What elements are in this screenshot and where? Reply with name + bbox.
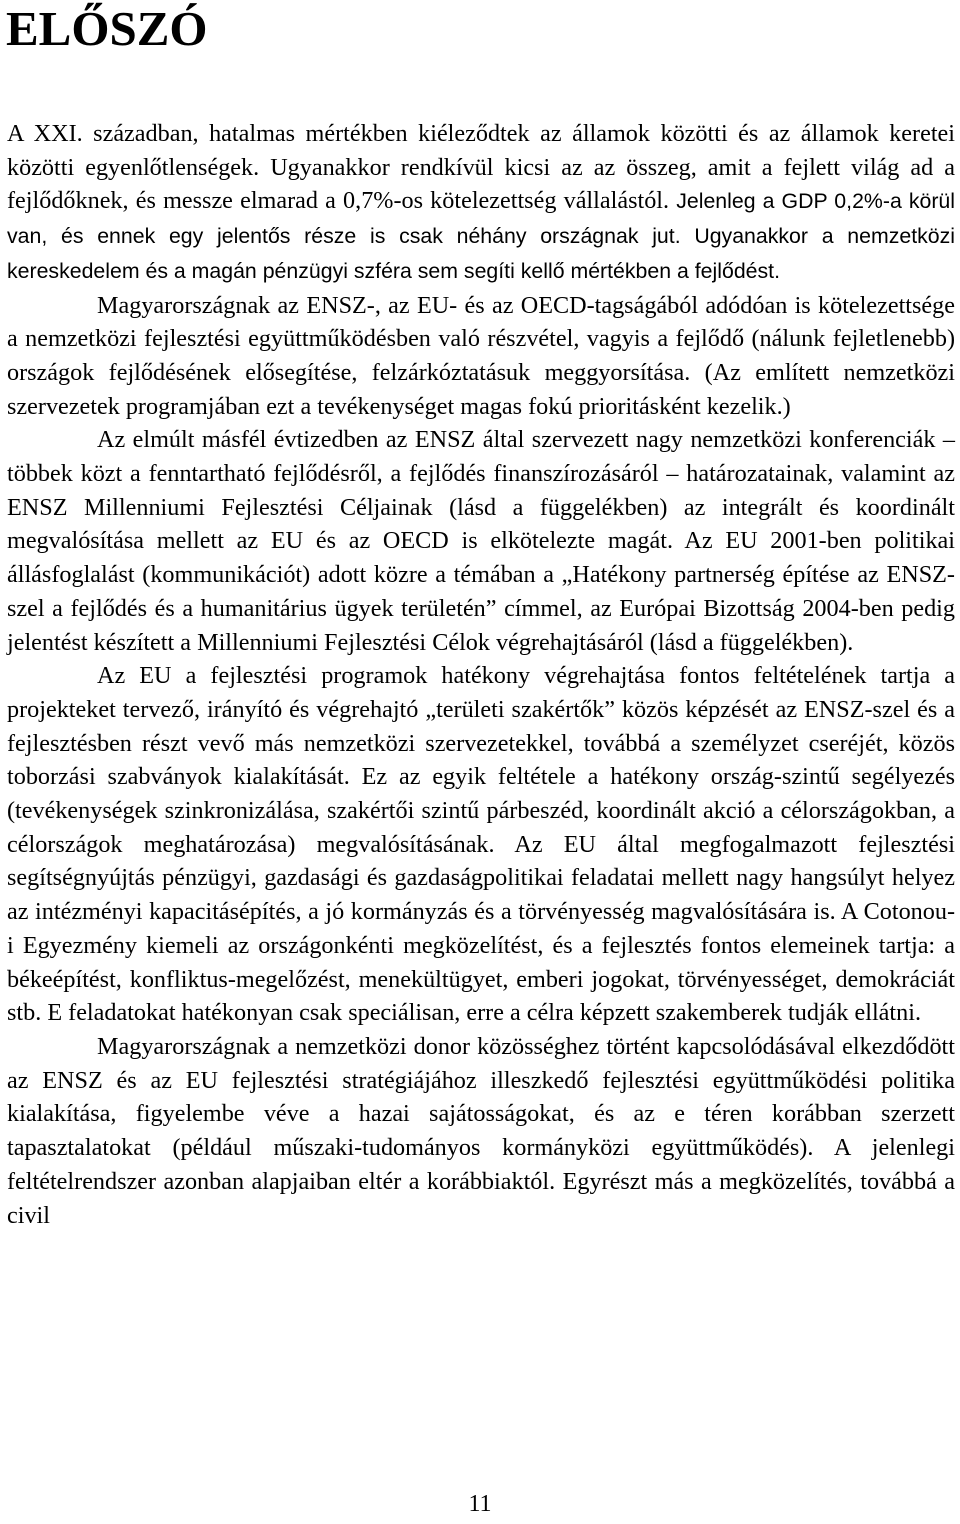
- paragraph-5: Magyarországnak a nemzetközi donor közösséghez történt kapcsolódásával elkezdődött az ENSZ és az EU fejlesztési stratégiájához illeszkedő fejlesztési együttműködési politika kialakítása, figyelembe véve a hazai sajátosságokat, és az e téren korábban szerzett tapasztalatokat (például műszaki-tudományos kormányközi együttműködés). A jelenlegi feltételrendszer azonban alapjaiban eltér a korábbiaktól. Egyrészt más a megközelítés, továbbá a civil: [7, 1032, 955, 1229]
- paragraph-4: Az EU a fejlesztési programok hatékony végrehajtása fontos feltételének tartja a projekteket tervező, irányító és végrehajtó „területi szakértők” közös képzését az ENSZ-szel és a fejlesztésben részt vevő más nemzetközi szervezetekkel, továbbá a személyzet cseréjét, közös toborzási szabványok kialakítását. Ez az egyik feltétele a hatékony ország-szintű segélyezés (tevékenységek szinkronizálása, szakértői szintű párbeszéd, koordinált akció a célországokban, a célországok meghatározása) megvalósításának. Az EU által megfogalmazott fejlesztési segítségnyújtás pénzügyi, gazdasági és gazdaságpolitikai feladatai mellett nagy hangsúlyt helyez az intézményi kapacitásépítés, a jó kormányzás és a törvényesség magvalósítására is. A Cotonou-i Egyezmény kiemeli az országonkénti megközelítést, és a fejlesztés fontos elemeinek tartja: a békeépítést, konfliktus-megelőzést, menekültügyet, emberi jogokat, törvényességet, demokráciát stb. E feladatokat hatékonyan csak speciálisan, erre a célra képzett szakemberek tudják ellátni.: [7, 662, 955, 1027]
- paragraph-1: [7, 117, 955, 289]
- paragraph-1-sans-part: Jelenleg a GDP 0,2%-a körül van, és ennek egy jelentős része is csak néhány országnak jut. Ugyanakkor a nemzetközi kereskedelem és a magán pénzügyi szféra sem segíti kellő mértékben a fejlődést.: [7, 189, 955, 283]
- page-number: 11: [468, 1491, 492, 1517]
- paragraph-2: Magyarországnak az ENSZ-, az EU- és az OECD-tagságából adódóan is kötelezettsége a nemzetközi fejlesztési együttműködésben való részvétel, vagyis a fejlődő (nálunk fejletlenebb) országok fejlődésének elősegítése, felzárkóztatásuk meggyorsítása. (Az említett nemzetközi szervezetek programjában ezt a tevékenységet magas fokú prioritásként kezelik.): [7, 291, 955, 420]
- body-text: [7, 117, 955, 1232]
- page-title: ELŐSZÓ: [6, 1, 208, 56]
- paragraph-3: Az elmúlt másfél évtizedben az ENSZ által szervezett nagy nemzetközi konferenciák – többek közt a fenntartható fejlődésről, a fejlődés finanszírozásáról – határozatainak, valamint az ENSZ Millenniumi Fejlesztési Céljainak (lásd a függelékben) az integrált és koordinált megvalósítása mellett az EU és az OECD is elkötelezte magát. Az EU 2001-ben politikai állásfoglalást (kommunikációt) adott közre a témában a „Hatékony partnerség építése az ENSZ-szel a fejlődés és a humanitárius ügyek területén” címmel, az Európai Bizottság 2004-ben pedig jelentést készített a Millenniumi Fejlesztési Célok végrehajtásáról (lásd a függelékben).: [7, 426, 955, 656]
- paragraph-1-serif-part: A XXI. században, hatalmas mértékben kiéleződtek az államok közötti és az államok keretei közötti egyenlőtlenségek. Ugyanakkor rendkívül kicsi az az összeg, amit a fejlett világ ad a fejlődőknek, és messze elmarad a 0,7%-os kötelezettség vállalástól.: [7, 120, 955, 215]
